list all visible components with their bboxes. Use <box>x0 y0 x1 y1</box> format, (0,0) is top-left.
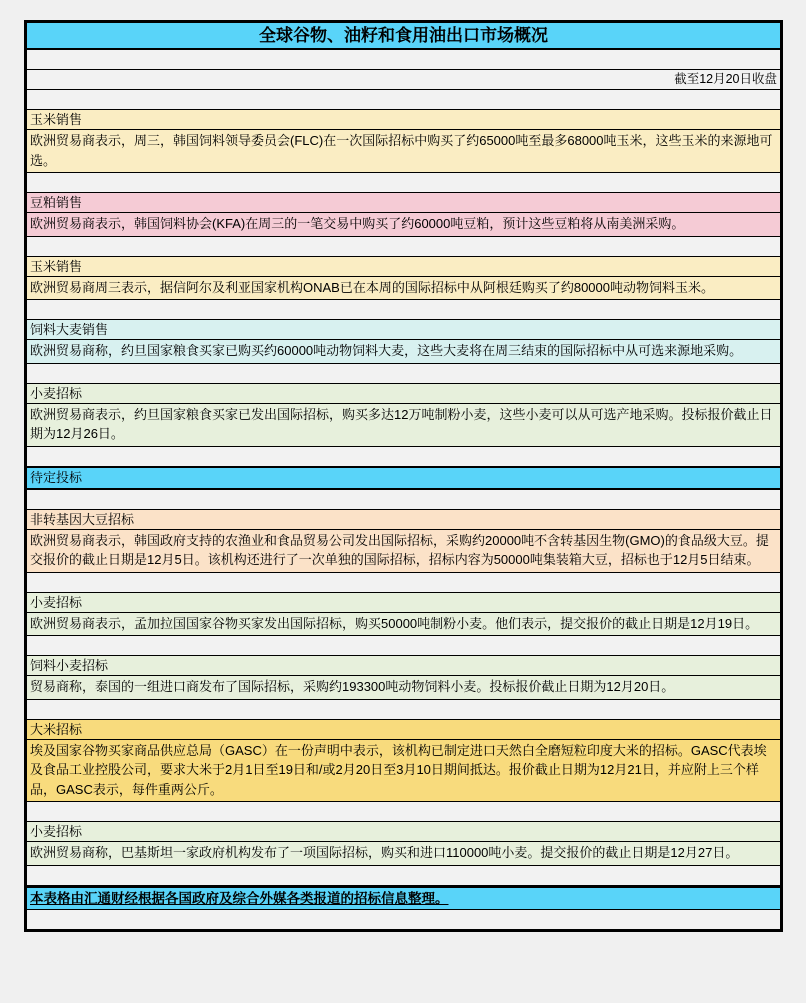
spacer-row <box>27 866 780 886</box>
spacer-row <box>27 300 780 320</box>
pending-bids-header: 待定投标 <box>27 467 780 490</box>
section-header-wheat-tender-2: 小麦招标 <box>27 593 780 613</box>
section-body-non-gmo-soybean-tender: 欧洲贸易商表示，韩国政府支持的农渔业和食品贸易公司发出国际招标，采购约20000吨不含转基因生物(GMO)的食品级大豆。提交报价的截止日期是12月5日。该机构还进行了一次单独的国际招标，招标内容为50000吨集装箱大豆，招标也于12月5日结束。 <box>27 530 780 573</box>
spacer-row <box>27 364 780 384</box>
section-body-wheat-tender-2: 欧洲贸易商表示，孟加拉国国家谷物买家发出国际招标，购买50000吨制粉小麦。他们表示，提交报价的截止日期是12月19日。 <box>27 613 780 637</box>
spacer-row <box>27 90 780 110</box>
spacer-row <box>27 447 780 467</box>
market-overview-table <box>24 20 783 932</box>
spacer-row <box>27 173 780 193</box>
spacer-row <box>27 573 780 593</box>
section-body-corn-sales-1: 欧洲贸易商表示，周三，韩国饲料领导委员会(FLC)在一次国际招标中购买了约65000吨至最多68000吨玉米，这些玉米的来源地可选。 <box>27 130 780 173</box>
section-header-soymeal-sales: 豆粕销售 <box>27 193 780 213</box>
as-of-date: 截至12月20日收盘 <box>27 70 780 90</box>
section-header-feed-barley-sales: 饲料大麦销售 <box>27 320 780 340</box>
source-note: 本表格由汇通财经根据各国政府及综合外媒各类报道的招标信息整理。 <box>27 886 780 910</box>
spacer-row <box>27 636 780 656</box>
section-body-wheat-tender-3: 欧洲贸易商称，巴基斯坦一家政府机构发布了一项国际招标，购买和进口110000吨小麦。提交报价的截止日期是12月27日。 <box>27 842 780 866</box>
section-header-rice-tender: 大米招标 <box>27 720 780 740</box>
section-header-corn-sales-1: 玉米销售 <box>27 110 780 130</box>
section-header-wheat-tender-1: 小麦招标 <box>27 384 780 404</box>
spacer-row <box>27 910 780 929</box>
section-body-rice-tender: 埃及国家谷物买家商品供应总局（GASC）在一份声明中表示，该机构已制定进口天然白全磨短粒印度大米的招标。GASC代表埃及食品工业控股公司，要求大米于2月1日至19日和/或2月20日至3月10日期间抵达。报价截止日期为12月21日，并应附上三个样品，GASC表示，每件重两公斤。 <box>27 740 780 803</box>
spacer-row <box>27 700 780 720</box>
section-header-non-gmo-soybean-tender: 非转基因大豆招标 <box>27 510 780 530</box>
section-body-soymeal-sales: 欧洲贸易商表示，韩国饲料协会(KFA)在周三的一笔交易中购买了约60000吨豆粕，预计这些豆粕将从南美洲采购。 <box>27 213 780 237</box>
section-body-wheat-tender-1: 欧洲贸易商表示，约旦国家粮食买家已发出国际招标，购买多达12万吨制粉小麦，这些小麦可以从可选产地采购。投标报价截止日期为12月26日。 <box>27 404 780 447</box>
spacer-row <box>27 802 780 822</box>
spacer-row <box>27 490 780 510</box>
section-header-feed-wheat-tender: 饲料小麦招标 <box>27 656 780 676</box>
section-header-corn-sales-2: 玉米销售 <box>27 257 780 277</box>
section-header-wheat-tender-3: 小麦招标 <box>27 822 780 842</box>
page-title: 全球谷物、油籽和食用油出口市场概况 <box>27 23 780 50</box>
spacer-row <box>27 50 780 70</box>
section-body-feed-barley-sales: 欧洲贸易商称，约旦国家粮食买家已购买约60000吨动物饲料大麦，这些大麦将在周三结束的国际招标中从可选来源地采购。 <box>27 340 780 364</box>
section-body-feed-wheat-tender: 贸易商称，泰国的一组进口商发布了国际招标，采购约193300吨动物饲料小麦。投标报价截止日期为12月20日。 <box>27 676 780 700</box>
section-body-corn-sales-2: 欧洲贸易商周三表示，据信阿尔及利亚国家机构ONAB已在本周的国际招标中从阿根廷购买了约80000吨动物饲料玉米。 <box>27 277 780 301</box>
spacer-row <box>27 237 780 257</box>
